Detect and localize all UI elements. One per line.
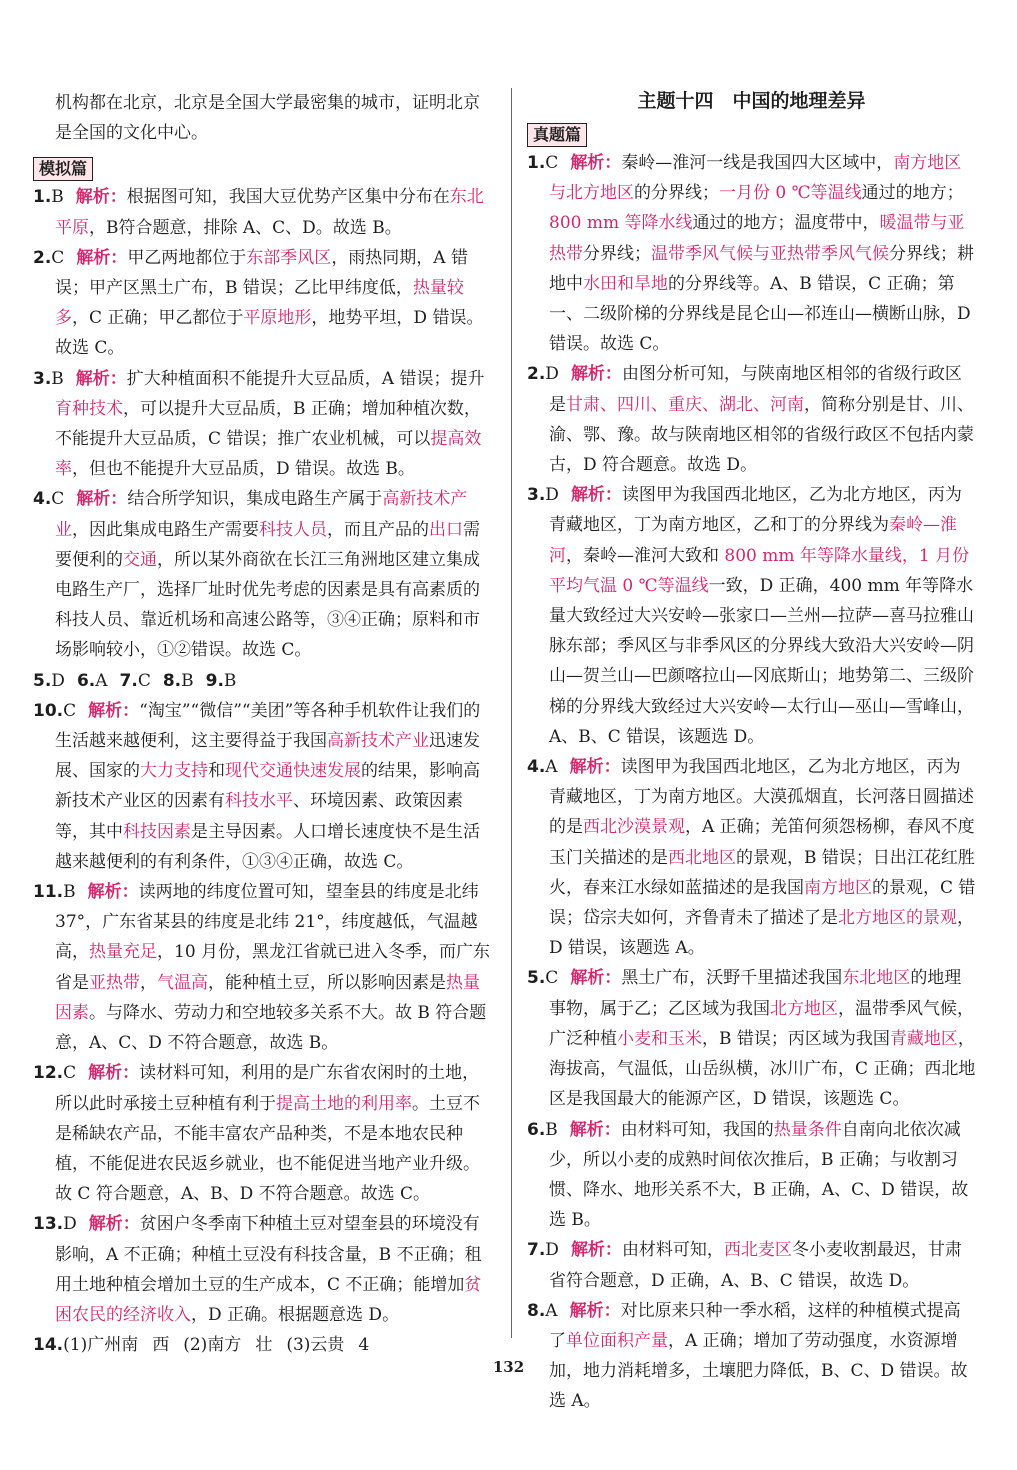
text-segment: 自南向北依次减少，所以小麦的成熟时间依次推后，B 正确；与收割习惯、降水、地形关系不大，B 正确，A、C、D 错误，故选 B。 [549, 1119, 969, 1231]
real-section-badge: 真题篇 [527, 123, 587, 147]
answer-choice: B [63, 882, 76, 903]
answer-choice: B [51, 187, 64, 208]
mock-section-header-wrap [33, 154, 495, 180]
question-number: 4. [33, 489, 52, 510]
answer-item [33, 1209, 495, 1330]
answer-choice: A [95, 670, 108, 691]
answer-choice: D [51, 670, 65, 691]
analysis-label: 解析： [88, 1214, 140, 1235]
text-segment: 分界线；耕地中 [549, 243, 974, 294]
highlight-text: 平原地形 [243, 308, 312, 329]
analysis-label: 解析： [570, 485, 622, 506]
answer-item [527, 480, 976, 752]
answer-part: (3)云贵 [286, 1335, 345, 1356]
question-number: 6. [76, 670, 96, 691]
highlight-text: 交通 [123, 549, 157, 570]
question-number: 1. [33, 187, 52, 208]
text-segment: 需要便利的 [55, 519, 480, 570]
text-segment: 的分界线； [634, 183, 719, 204]
question-number: 3. [527, 485, 546, 506]
answer-part: (1)广州南 [63, 1335, 139, 1356]
text-segment: 的结果，影响高新技术产业区的因素有 [55, 761, 480, 812]
answer-part: (2)南方 [183, 1335, 242, 1356]
text-segment: 读图甲为我国西北地区，乙为北方地区，丙为青藏地区，丁为南方地区。大漠孤烟直，长河落日圆描述的是 [549, 757, 974, 838]
highlight-text: 甘肃、四川、重庆、湖北、河南 [566, 394, 804, 415]
text-segment: 由材料可知， [621, 1240, 724, 1261]
text-segment: 迅速发展、国家的 [55, 731, 480, 782]
text-segment: 对比原来只种一季水稻，这样的种植模式提高了 [549, 1300, 961, 1351]
highlight-text: 东北地区 [842, 968, 911, 989]
answer-part: 4 [358, 1335, 370, 1356]
text-segment: 、环境因素、政策因素等，其中 [55, 791, 463, 842]
highlight-text: 热量较多 [55, 278, 464, 329]
answer-choice: C [137, 670, 151, 691]
question-number: 13. [33, 1214, 64, 1235]
text-segment: 通过的地方； [861, 183, 964, 204]
answer-choice: D [63, 1214, 77, 1235]
question-number: 7. [119, 670, 138, 691]
answer-choice: B [181, 670, 194, 691]
text-segment: ，而且产品的 [327, 519, 429, 540]
highlight-text: 秦岭—淮河 [549, 515, 957, 566]
answer-item [33, 182, 495, 242]
text-segment: ，C 正确；甲乙都位于 [72, 308, 244, 329]
highlight-text: 800 mm 等降水线 [549, 213, 693, 234]
text-segment: ，简称分别是甘、川、渝、鄂、豫。故与陕南地区相邻的省级行政区不包括内蒙古，D 符合题意。故选 D。 [549, 394, 974, 476]
text-segment: 甲乙两地都位于 [127, 247, 247, 268]
text-segment: ，A 正确；增加了劳动强度，水资源增加，地力消耗增多，土壤肥力降低，B、C、D 错误。故选 A。 [549, 1330, 968, 1412]
text-segment: ，A 正确；羌笛何须怨杨柳，春风不度玉门关描述的是 [549, 817, 975, 868]
text-segment: 。与降水、劳动力和空地较多关系不大。故 B 符合题意，A、C、D 不符合题意，故选 B。 [55, 1002, 487, 1054]
highlight-text: 西北麦区 [723, 1240, 792, 1261]
answer-choice: D [545, 1240, 559, 1261]
highlight-text: 高新技术产业 [327, 731, 429, 752]
answer-item [527, 963, 976, 1114]
highlight-text: 育种技术 [55, 398, 123, 419]
highlight-text: 南方地区 [804, 877, 872, 898]
answer-choice: D [545, 485, 559, 506]
question-number: 9. [205, 670, 224, 691]
question-number: 3. [33, 368, 52, 389]
question-number: 6. [527, 1119, 546, 1140]
highlight-text: 青藏地区 [889, 1028, 958, 1049]
text-segment: 的景观，C 错误；岱宗夫如何，齐鲁青未了描述了是 [549, 877, 976, 929]
highlight-text: 水田和旱地 [583, 273, 668, 294]
analysis-label: 解析： [76, 247, 128, 268]
answer-item [527, 752, 976, 963]
analysis-label: 解析： [88, 700, 140, 721]
analysis-label: 解析： [570, 364, 622, 385]
text-segment: ，D 错误，该题选 A。 [549, 908, 974, 959]
answer-item [33, 696, 495, 877]
answer-item [527, 1235, 976, 1295]
topic-title: 主题十四 中国的地理差异 [637, 90, 866, 112]
answer-choice: D [545, 364, 559, 385]
text-segment: ，能种植土豆，所以影响因素是 [208, 972, 446, 993]
question-number: 10. [33, 700, 64, 721]
text-segment: ，D 正确。根据题意选 D。 [191, 1304, 400, 1325]
text-segment: ，但也不能提升大豆品质，D 错误。故选 B。 [72, 459, 415, 480]
answer-choice: B [545, 1119, 558, 1140]
highlight-text: 西北地区 [668, 847, 736, 868]
answer-choice: C [51, 489, 65, 510]
highlight-text: 热量充足 [89, 942, 157, 963]
analysis-label: 解析： [88, 1063, 140, 1084]
answer-choice: B [51, 368, 64, 389]
highlight-text: 出口 [429, 519, 463, 540]
real-section-header-wrap [527, 120, 976, 146]
analysis-label: 解析： [570, 968, 622, 989]
answer-item [527, 359, 976, 480]
question-number: 5. [33, 670, 52, 691]
highlight-text: 科技水平 [225, 791, 293, 812]
text-segment: 机构都在北京，北京是全国大学最密集的城市，证明北京是全国的文化中心。 [55, 93, 480, 144]
answer-item [33, 877, 495, 1058]
left-answer-list [33, 182, 495, 1360]
highlight-text: 大力支持 [140, 761, 208, 782]
question-number: 5. [527, 968, 546, 989]
highlight-text: 热量条件 [773, 1119, 842, 1140]
highlight-text: 单位面积产量 [566, 1330, 668, 1351]
highlight-text: 南方地区与北方地区 [549, 153, 962, 204]
highlight-text: 科技人员 [259, 519, 327, 540]
text-segment: ，10 月份，黑龙江省就已进入冬季，而广东省是 [55, 942, 491, 993]
answer-choice: A [545, 757, 558, 778]
highlight-text: 贫困农民的经济收入 [55, 1274, 482, 1325]
text-segment: ，所以某外商欲在长江三角洲地区建立集成电路生产厂，选择厂址时优先考虑的因素是具有高素质的科技人员、靠近机场和高速公路等，③④正确；原料和市场影响较小，①②错误。故选 C。 [55, 549, 480, 661]
right-column [527, 88, 976, 1417]
text-segment: 一致，D 正确，400 mm 年等降水量大致经过大兴安岭—张家口—兰州—拉萨—喜马拉雅山脉东部；季风区与非季风区的分界线大致沿大兴安岭—阴山—贺兰山—巴颜喀拉山—冈底斯山；地势第二、三级阶梯的分界线大致经过大兴安岭—太行山—巫山—雪峰山，A、B、C 错误，该题选 D。 [549, 575, 974, 747]
question-number: 2. [33, 247, 52, 268]
answer-item [33, 666, 495, 696]
highlight-text: 北方地区 [770, 998, 838, 1019]
analysis-label: 解析： [75, 187, 127, 208]
text-segment: “淘宝”“微信”“美团”等各种手机软件让我们的生活越来越便利，这主要得益于我国 [55, 700, 481, 752]
text-segment: 结合所学知识，集成电路生产属于 [127, 489, 383, 510]
highlight-text: 东部季风区 [246, 247, 332, 268]
text-segment: 是主导因素。人口增长速度快不是生活越来越便利的有利条件，①③④正确，故选 C。 [55, 821, 480, 872]
highlight-text: 高新技术产业 [55, 489, 468, 540]
highlight-text: 热量因素 [55, 972, 480, 1023]
analysis-label: 解析： [76, 489, 128, 510]
answer-choice: C [63, 1063, 77, 1084]
question-number: 1. [527, 153, 546, 173]
text-segment: 的地理事物，属于乙；乙区域为我国 [549, 968, 962, 1019]
highlight-text: 亚热带 [89, 972, 140, 993]
text-segment: 的景观，B 错误；日出江花红胜火，春来江水绿如蓝描述的是我国 [549, 847, 975, 898]
answer-item [527, 1115, 976, 1236]
highlight-text: 温带季风气候与亚热带季风气候 [651, 243, 889, 264]
question-number: 8. [162, 670, 182, 691]
column-divider [511, 88, 512, 1338]
question-number: 7. [527, 1240, 546, 1261]
answer-choice: A [545, 1300, 558, 1321]
analysis-label: 解析： [569, 757, 621, 778]
answer-item [33, 1058, 495, 1209]
highlight-text: 小麦和玉米 [617, 1028, 702, 1049]
right-answer-list [527, 148, 976, 1417]
highlight-text: 800 mm 年等降水量线，1 月份平均气温 0 ℃等温线 [549, 545, 970, 596]
text-segment: 黑土广布，沃野千里描述我国 [621, 968, 843, 989]
text-segment: ，秦岭—淮河大致和 [566, 545, 725, 566]
highlight-text: 提高效率 [55, 429, 482, 480]
question-number: 4. [527, 757, 546, 778]
text-segment: ，B 错误；丙区域为我国 [702, 1028, 890, 1049]
highlight-text: 提高土地的利用率 [276, 1093, 412, 1114]
text-segment: 读两地的纬度位置可知，望奎县的纬度是北纬 37°，广东省某县的纬度是北纬 21°，纬度越低，气温越高， [55, 882, 479, 963]
highlight-text: 暖温带与亚热带 [549, 213, 965, 264]
answer-item [33, 364, 495, 485]
text-segment: ，雨热同期，A 错误；甲产区黑土广布，B 错误；乙比甲纬度低， [55, 247, 468, 299]
text-segment: ， [140, 972, 157, 993]
text-segment: 通过的地方；温度带中， [692, 213, 880, 234]
analysis-label: 解析： [570, 153, 622, 173]
highlight-text: 现代交通快速发展 [225, 761, 361, 782]
answer-part: 西 [152, 1335, 170, 1356]
mock-section-badge: 模拟篇 [33, 157, 93, 181]
analysis-label: 解析： [569, 1119, 621, 1140]
text-segment: 分界线； [583, 243, 651, 264]
text-segment: 由材料可知，我国的 [620, 1119, 774, 1140]
analysis-label: 解析： [570, 1240, 622, 1261]
analysis-label: 解析： [569, 1300, 621, 1321]
answer-part: 壮 [255, 1335, 273, 1356]
question-number: 14. [33, 1335, 64, 1356]
answer-item [33, 484, 495, 665]
question-number: 11. [33, 882, 64, 903]
left-column [33, 88, 495, 1360]
text-segment: 扩大种植面积不能提升大豆品质，A 错误；提升 [126, 368, 485, 389]
analysis-label: 解析： [75, 368, 127, 389]
highlight-text: 科技因素 [123, 821, 191, 842]
question-number: 12. [33, 1063, 64, 1084]
text-segment: ，可以提升大豆品质，B 正确；增加种植次数，不能提升大豆品质，C 错误；推广农业机械，可以 [55, 398, 481, 450]
answer-choice: B [223, 670, 237, 691]
text-segment: ，海拔高，气温低，山岳纵横，冰川广布，C 正确；西北地区是我国最大的能源产区，D 错误，该题选 C。 [549, 1028, 976, 1110]
text-segment: 冬小麦收割最迟，甘肃省符合题意，D 正确，A、B、C 错误，故选 D。 [549, 1240, 962, 1291]
text-segment: ，B符合题意，排除 A、C、D。故选 B。 [89, 217, 402, 238]
highlight-text: 一月份 0 ℃等温线 [719, 183, 862, 204]
answer-item [527, 148, 976, 359]
page-number: 132 [492, 1358, 525, 1376]
answer-choice: C [51, 247, 65, 268]
text-segment: 由图分析可知，与陕南地区相邻的省级行政区是 [549, 364, 962, 415]
highlight-text: 西北沙漠景观 [583, 817, 685, 838]
text-segment: 和 [208, 761, 225, 782]
text-segment: 。土豆不是稀缺农产品，不能丰富农产品种类，不是本地农民种植，不能促进农民返乡就业，也不能促进当地产业升级。故 C 符合题意，A、B、D 不符合题意。故选 C。 [55, 1093, 480, 1205]
text-segment: 贫困户冬季南下种植土豆对望奎县的环境没有影响，A 不正确；种植土豆没有科技含量，B 不正确；租用土地种植会增加土豆的生产成本，C 不正确；能增加 [55, 1214, 482, 1295]
analysis-label: 解析： [87, 882, 139, 903]
text-segment: 秦岭—淮河一线是我国四大区域中， [621, 153, 894, 173]
text-segment: ，地势平坦，D 错误。故选 C。 [55, 308, 484, 359]
answer-choice: C [545, 153, 559, 173]
text-segment: ，因此集成电路生产需要 [72, 519, 259, 540]
answer-choice: C [545, 968, 559, 989]
text-segment: 读材料可知，利用的是广东省农闲时的土地，所以此时承接土豆种植有利于 [55, 1063, 480, 1114]
highlight-text: 气温高 [157, 972, 208, 993]
lead-paragraph [33, 88, 495, 148]
answer-item [33, 243, 495, 364]
question-number: 2. [527, 364, 546, 385]
answer-choice: C [63, 700, 77, 721]
question-number: 8. [527, 1300, 546, 1321]
text-segment: ，温带季风气候，广泛种植 [549, 998, 974, 1049]
highlight-text: 东北平原 [55, 187, 484, 238]
text-segment: 根据图可知，我国大豆优势产区集中分布在 [126, 187, 450, 208]
highlight-text: 北方地区的景观 [838, 908, 957, 929]
text-segment: 的分界线等。A、B 错误，C 正确；第一、二级阶梯的分界线是昆仑山—祁连山—横断山脉，D 错误。故选 C。 [549, 273, 971, 355]
text-segment: 读图甲为我国西北地区，乙为北方地区，丙为青藏地区，丁为南方地区，乙和丁的分界线为 [549, 485, 962, 536]
